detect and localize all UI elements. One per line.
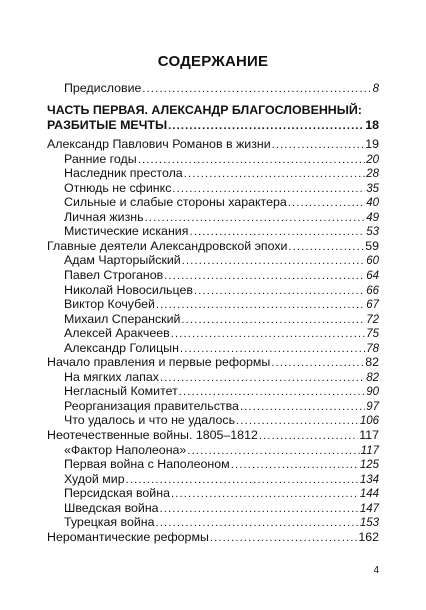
toc-entry-page: 78 bbox=[366, 342, 379, 355]
toc-entry-page: 117 bbox=[359, 428, 379, 442]
toc-entry-page: 19 bbox=[365, 137, 379, 151]
toc-entry-label: Отнюдь не сфинкс bbox=[64, 180, 172, 195]
toc-entry-label: Начало правления и первые реформы bbox=[47, 355, 271, 370]
toc-entry-label: Что удалось и что не удалось bbox=[64, 413, 236, 428]
toc-entry-page: 18 bbox=[365, 118, 379, 132]
toc-entry-page: 20 bbox=[366, 153, 379, 166]
toc-entry-label: Ранние годы bbox=[64, 151, 137, 166]
toc-entry-label: «Фактор Наполеона» bbox=[64, 442, 187, 457]
toc-entry-label: Наследник престола bbox=[64, 166, 183, 181]
toc-entry-label: Первая война с Наполеоном bbox=[64, 457, 230, 472]
toc-entry-page: 72 bbox=[366, 313, 379, 326]
toc-entry-page: 153 bbox=[359, 517, 379, 530]
toc-entry-page: 40 bbox=[366, 197, 379, 210]
toc-entry-page: 35 bbox=[366, 182, 379, 195]
toc-entry-label: Личная жизнь bbox=[64, 209, 144, 224]
toc-entry-label: Алексей Аракчеев bbox=[64, 326, 170, 341]
toc-entry-label: Мистические искания bbox=[64, 224, 189, 239]
part-heading-line2: РАЗБИТЫЕ МЕЧТЫ bbox=[47, 118, 168, 132]
toc-entry-label: Негласный Комитет bbox=[64, 384, 178, 399]
toc-entry-page: 117 bbox=[360, 444, 379, 457]
toc-entry-label: Неотечественные войны. 1805–1812 bbox=[47, 428, 258, 442]
toc-entry-page: 82 bbox=[366, 371, 379, 384]
toc-entry-label: Турецкая война bbox=[64, 515, 155, 530]
page-title: СОДЕРЖАНИЕ bbox=[157, 53, 269, 70]
toc-entry-page: 162 bbox=[358, 529, 379, 544]
toc-entry-page: 64 bbox=[366, 270, 379, 282]
toc-section-entry bbox=[47, 529, 379, 546]
toc-entry-label: Худой мир bbox=[64, 471, 125, 486]
toc-entry-label: Адам Чарторыйский bbox=[64, 253, 181, 268]
toc-entry-page: 90 bbox=[366, 386, 379, 399]
page-number: 4 bbox=[373, 565, 379, 576]
toc-entry-label: Сильные и слабые стороны характера bbox=[64, 195, 287, 210]
toc-entry-label: Шведская война bbox=[64, 500, 159, 515]
toc-entry-page: 134 bbox=[359, 473, 379, 486]
toc-entry-page: 106 bbox=[359, 415, 379, 428]
toc-entry-page: 67 bbox=[366, 299, 379, 312]
toc-entry-page: 147 bbox=[359, 502, 379, 515]
toc-entry-label: Михаил Сперанский bbox=[64, 311, 181, 326]
leader-dots bbox=[210, 530, 357, 546]
toc-entry-page: 75 bbox=[366, 328, 379, 341]
toc-entry-page: 28 bbox=[366, 168, 379, 181]
toc-entry-page: 125 bbox=[359, 459, 379, 472]
toc-entry-page: 144 bbox=[359, 488, 379, 501]
toc-entry-label: Реорганизация правительства bbox=[64, 398, 239, 413]
toc-entry-page: 82 bbox=[365, 355, 379, 370]
toc-entry-label: Николай Новосильцев bbox=[64, 282, 193, 297]
toc-entry-label: Неромантические реформы bbox=[47, 529, 209, 544]
toc-entry-label: Виктор Кочубей bbox=[64, 297, 155, 312]
toc-entry-page: 97 bbox=[366, 400, 379, 413]
toc-entry-label: Персидская война bbox=[64, 486, 170, 501]
toc-entry-page: 8 bbox=[372, 83, 379, 95]
toc-entry-label: Павел Строганов bbox=[64, 268, 164, 282]
toc-entry-page: 59 bbox=[365, 238, 379, 253]
toc-entry-label: Главные деятели Александровской эпохи bbox=[47, 238, 288, 253]
toc-entry-label: На мягких лапах bbox=[64, 369, 159, 384]
toc-entry-page: 60 bbox=[366, 255, 379, 268]
toc-entry-page: 66 bbox=[366, 284, 379, 297]
toc-entry-page: 53 bbox=[366, 226, 379, 239]
toc-entry-page: 49 bbox=[366, 211, 379, 224]
toc-entry-label: Предисловие bbox=[64, 81, 142, 95]
toc-entry-label: Александр Голицын bbox=[64, 340, 179, 355]
part-heading-line1: ЧАСТЬ ПЕРВАЯ. АЛЕКСАНДР БЛАГОСЛОВЕННЫЙ: bbox=[47, 103, 362, 117]
toc-entry-label: Александр Павлович Романов в жизни bbox=[47, 137, 271, 151]
